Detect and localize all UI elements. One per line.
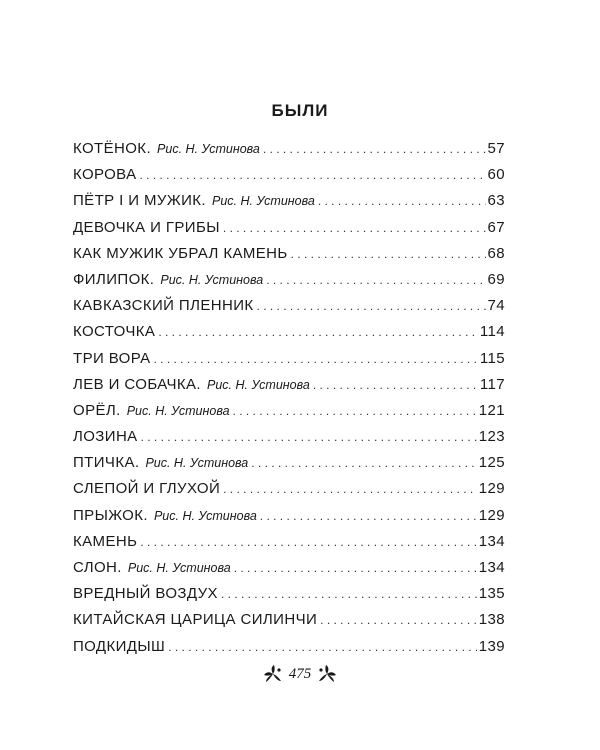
toc-entry xyxy=(73,162,505,188)
dot-leader xyxy=(257,293,486,319)
toc-entry xyxy=(73,581,505,607)
toc-entry xyxy=(73,634,505,660)
page-number: 475 xyxy=(288,665,312,682)
toc-entry xyxy=(73,372,505,398)
entry-page: 138 xyxy=(478,611,505,629)
dot-leader xyxy=(266,267,485,293)
entry-illustrator: Рис. Н. Устинова xyxy=(126,403,230,418)
page-footer xyxy=(0,663,600,685)
entry-title: ПТИЧКА. xyxy=(73,454,140,472)
entry-page: 115 xyxy=(479,349,505,367)
entry-page: 129 xyxy=(478,480,505,498)
entry-title: ПЁТР I И МУЖИК. xyxy=(73,192,206,210)
toc-entry xyxy=(73,136,505,162)
section-title: БЫЛИ xyxy=(271,101,329,120)
toc-entry xyxy=(73,267,505,293)
entry-title: КИТАЙСКАЯ ЦАРИЦА СИЛИНЧИ xyxy=(73,611,318,629)
toc-entry xyxy=(73,607,505,633)
toc-entry xyxy=(73,241,505,267)
entry-illustrator: Рис. Н. Устинова xyxy=(207,377,310,392)
entry-title: СЛЕПОЙ И ГЛУХОЙ xyxy=(73,480,221,498)
entry-page: 134 xyxy=(478,559,505,576)
toc-entry xyxy=(73,503,505,529)
entry-illustrator: Рис. Н. Устинова xyxy=(127,561,231,575)
entry-illustrator: Рис. Н. Устинова xyxy=(157,142,260,156)
dot-leader xyxy=(263,136,486,162)
entry-title: ДЕВОЧКА И ГРИБЫ xyxy=(73,218,220,236)
toc-entry xyxy=(73,319,505,345)
entry-title: ЛОЗИНА xyxy=(73,428,138,446)
toc-entry xyxy=(73,188,505,214)
entry-page: 63 xyxy=(487,192,505,210)
entry-title: КАК МУЖИК УБРАЛ КАМЕНЬ xyxy=(73,244,288,262)
entry-page: 129 xyxy=(478,506,505,524)
entry-page: 117 xyxy=(479,375,505,393)
entry-page: 74 xyxy=(487,297,505,315)
dot-leader xyxy=(221,581,477,607)
entry-page: 67 xyxy=(487,218,505,236)
entry-page: 123 xyxy=(478,428,505,446)
entry-title: СЛОН. xyxy=(73,559,122,576)
toc-entry xyxy=(73,424,505,450)
entry-illustrator: Рис. Н. Устинова xyxy=(153,508,257,523)
entry-page: 125 xyxy=(478,454,505,472)
entry-title: ФИЛИПОК. xyxy=(73,270,155,288)
floral-ornament-icon xyxy=(316,663,338,685)
dot-leader xyxy=(313,372,478,398)
toc-entry xyxy=(73,346,505,372)
entry-title: ПОДКИДЫШ xyxy=(73,637,166,655)
table-of-contents xyxy=(73,136,505,660)
entry-title: ТРИ ВОРА xyxy=(73,349,151,367)
dot-leader xyxy=(251,450,477,476)
entry-title: ПРЫЖОК. xyxy=(73,506,148,524)
entry-title: КАВКАЗСКИЙ ПЛЕННИК xyxy=(73,297,254,315)
dot-leader xyxy=(223,476,477,502)
dot-leader xyxy=(234,555,477,581)
entry-title: КОРОВА xyxy=(73,166,137,184)
floral-ornament-icon xyxy=(262,663,284,685)
dot-leader xyxy=(320,607,477,633)
toc-entry xyxy=(73,215,505,241)
entry-title: ЛЕВ И СОБАЧКА. xyxy=(73,375,201,393)
dot-leader xyxy=(291,241,486,267)
dot-leader xyxy=(154,346,478,372)
entry-page: 68 xyxy=(487,244,505,262)
entry-title: КОСТОЧКА xyxy=(73,323,156,341)
toc-entry xyxy=(73,476,505,502)
entry-illustrator: Рис. Н. Устинова xyxy=(160,272,264,287)
dot-leader xyxy=(141,424,477,450)
entry-page: 57 xyxy=(487,140,505,157)
entry-title: КАМЕНЬ xyxy=(73,532,138,550)
entry-page: 121 xyxy=(478,401,505,419)
dot-leader xyxy=(140,162,486,188)
entry-page: 69 xyxy=(487,270,505,288)
entry-page: 134 xyxy=(478,532,505,550)
entry-page: 60 xyxy=(487,166,505,184)
toc-entry xyxy=(73,293,505,319)
entry-illustrator: Рис. Н. Устинова xyxy=(145,456,249,471)
toc-entry xyxy=(73,529,505,555)
entry-page: 114 xyxy=(479,323,505,341)
dot-leader xyxy=(260,503,477,529)
entry-title: ВРЕДНЫЙ ВОЗДУХ xyxy=(73,585,218,603)
toc-entry xyxy=(73,555,505,581)
toc-entry xyxy=(73,450,505,476)
dot-leader xyxy=(168,634,477,660)
entry-illustrator: Рис. Н. Устинова xyxy=(211,194,315,209)
dot-leader xyxy=(140,529,476,555)
dot-leader xyxy=(318,188,486,214)
entry-page: 135 xyxy=(478,585,505,603)
entry-title: КОТЁНОК. xyxy=(73,140,152,157)
dot-leader xyxy=(223,215,486,241)
entry-title: ОРЁЛ. xyxy=(73,401,121,419)
dot-leader xyxy=(158,319,478,345)
dot-leader xyxy=(233,398,477,424)
entry-page: 139 xyxy=(478,637,505,655)
toc-entry xyxy=(73,398,505,424)
